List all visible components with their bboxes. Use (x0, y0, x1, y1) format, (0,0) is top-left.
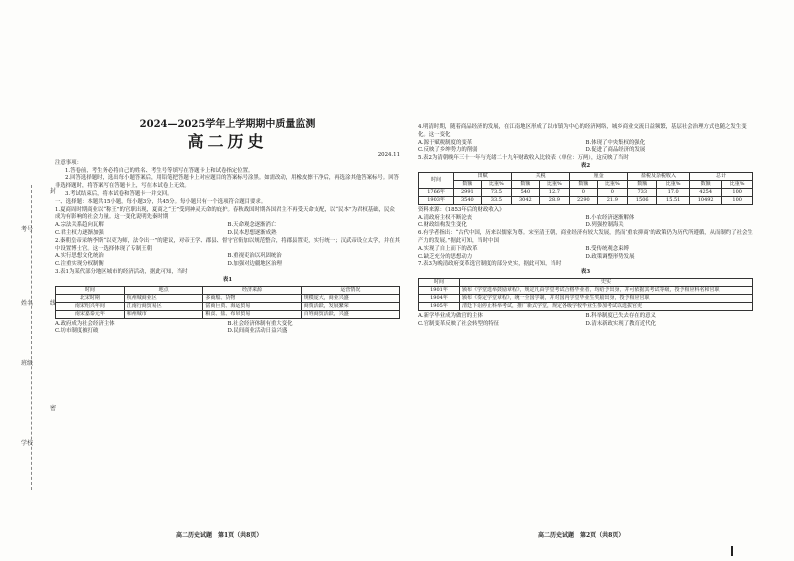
right-page (418, 124, 753, 329)
table-cell: 10492 (690, 196, 722, 204)
page-1-footer: 高二历史试题 第1页（共8页） (176, 532, 263, 539)
table-subheader: 比重% (481, 180, 512, 188)
class-label: 班级 (21, 360, 34, 367)
table-cell: 540 (512, 188, 539, 196)
question-2-options (55, 253, 400, 269)
table-subheader: 比重% (657, 180, 690, 188)
table-cell: 颁布《奏定学堂章程》，统一全国学制，并对国内学堂毕业生奖励出身，授予相应官职 (460, 294, 753, 302)
name-label: 姓名 (21, 300, 34, 307)
table-3 (418, 278, 753, 311)
option: C.反映了乡绅势力的削弱 (418, 147, 478, 154)
option: D.列强控制海关 (585, 222, 624, 229)
table-header: 时间 (419, 172, 454, 188)
exam-no-label: 考号 (21, 226, 34, 233)
table-cell: 1901年 (419, 286, 460, 294)
table-row (419, 294, 753, 302)
table-header: 盐税及杂税收入 (628, 172, 690, 180)
table-row (419, 196, 753, 204)
left-page (55, 96, 400, 336)
table-cell: 733 (628, 188, 657, 196)
table-cell: 商贾活跃，发展繁荣 (301, 302, 399, 310)
question-5-options (418, 215, 753, 231)
table-cell: 21.9 (597, 196, 628, 204)
table-cell: 规模庞大，商业兴盛 (301, 294, 399, 302)
option: C.缺乏充分的思想动力 (418, 253, 473, 260)
table-header: 关税 (512, 172, 570, 180)
table-header: 总计 (690, 172, 753, 180)
table-subheader: 数额 (570, 180, 597, 188)
notice-item: 1.答卷前，考生务必将自己的姓名、考生号等填写在答题卡上和试卷指定位置。 (65, 167, 254, 174)
question-3-options (55, 321, 400, 337)
table-cell: 粮食、盐、布帛贸易 (203, 310, 301, 318)
school-label: 学校 (21, 440, 34, 447)
option: B.科举制度已失去存在的意义 (585, 312, 656, 319)
table-cell: 0 (597, 188, 628, 196)
page-2-footer: 高二历史试题 第2页（共8页） (538, 532, 625, 539)
table-cell: 百姓商贸活跃，兴盛 (301, 310, 399, 318)
table-cell: 100 (722, 188, 753, 196)
option: D.加强对边疆地区治理 (227, 261, 282, 268)
subject-title: 高二历史 (187, 132, 268, 151)
option: B.体现了中央集权的强化 (585, 139, 646, 146)
table-cell: 1506 (628, 196, 657, 204)
question-3: 3.表1为某代部分地区城市的经济活动，据此可知，当时 (55, 268, 188, 275)
option: D.清末新政实现了教育近代化 (585, 320, 657, 327)
table-header: 地点 (124, 286, 203, 294)
option: B.社会经济体制有重大变化 (227, 320, 293, 327)
table-cell: 1903年 (419, 196, 454, 204)
table-2-caption: 表2 (580, 162, 591, 169)
question-7-options (418, 313, 753, 329)
table-subheader: 数额 (454, 180, 481, 188)
table-cell: 0 (570, 188, 597, 196)
table-cell: 100 (722, 196, 753, 204)
table-cell: 2991 (454, 188, 481, 196)
table-row (56, 294, 400, 302)
table-cell: 南宋绍兴年间 (56, 302, 125, 310)
table-subheader: 数额 (690, 180, 722, 188)
table-cell: 12.7 (539, 188, 570, 196)
option: A.新学毕业成为做官的主体 (418, 312, 483, 319)
option: D.民本思想逐渐成熟 (227, 229, 277, 236)
option: A.清政府主权不断沦丧 (418, 214, 473, 221)
scan-mark (731, 546, 733, 556)
table-2 (418, 172, 753, 205)
table-cell: 33.5 (481, 196, 512, 204)
question-4-options (418, 140, 753, 156)
table-1 (55, 286, 400, 319)
table-header: 史实 (460, 278, 753, 286)
table-cell: 3042 (512, 196, 539, 204)
table-cell: 清廷下诏停止科举考试，推广新式学堂，规定各级学校毕业生参加考试以选拔官吏 (460, 302, 753, 310)
question-7: 7.表3为晚清政府变革选官制度的部分史实，据此可知，当时 (418, 261, 562, 268)
table-row (419, 286, 753, 294)
table-cell: 3540 (454, 196, 481, 204)
table-row (56, 302, 400, 310)
seal-mark: 封 (50, 188, 57, 195)
option: A.源于赋税制度的变革 (418, 139, 473, 146)
table-header: 时间 (419, 278, 460, 286)
table-header: 时间 (56, 286, 125, 294)
option: D.政策调整形势发展 (585, 253, 635, 260)
table-cell: 颁布《学堂选举鼓励章程》，规定凡由学堂考试合格毕业者，均给予出身，并可依据其考试等级，授予相应科名和官职 (460, 286, 753, 294)
question-2: 2.秦朝皇帝采纳李斯“以吏为师，法令出一”的建议，对帝王学、郡县、督守官衔加以规范整合，将郡县置吏，实行统一；汉武帝设立太学，并在其中设置博士官。这一选择体现了专制王朝 (55, 237, 400, 252)
line-mark: 线 (50, 300, 57, 307)
option: C.官制变革反映了社会转型的特征 (418, 320, 500, 327)
table-cell: 15.51 (657, 196, 690, 204)
table-cell: 1905年 (419, 302, 460, 310)
table-subheader: 数额 (628, 180, 657, 188)
exam-date: 2024.11 (377, 152, 400, 158)
exam-title: 2024—2025学年上学期期中质量监测 (139, 119, 316, 130)
table-cell: 1904年 (419, 294, 460, 302)
table-cell: 和州城市 (124, 310, 203, 318)
table-cell: 杭州城商业区 (124, 294, 203, 302)
table-cell: 江南行商贸易区 (124, 302, 203, 310)
option: A.实现了自上而下的改革 (418, 245, 478, 252)
question-6-options (418, 246, 753, 262)
option: A.宗法关系趋向瓦解 (55, 222, 104, 229)
table-subheader: 比重% (539, 180, 570, 188)
question-5: 5.表2为清朝晚年三十一年与光绪二十九年财政收入比较表（单位：万两），这反映了当时 (418, 155, 629, 162)
option: B.小农经济逐渐解体 (585, 214, 635, 221)
table-subheader: 数额 (512, 180, 539, 188)
notice-item: 2.回答选择题时，选出每小题答案后，用铅笔把答题卡上对应题目的答案标号涂黑。如需改动，用橡皮擦干净后，再选涂其他答案标号。回答非选择题时，将答案写在答题卡上，写在本试卷上无效。 (55, 175, 399, 190)
table-row (419, 302, 753, 310)
table-cell: 28.9 (539, 196, 570, 204)
table-header: 厘金 (570, 172, 628, 180)
option: C.财政结构发生变化 (418, 222, 467, 229)
option: A.实行思想文化统治 (55, 253, 104, 260)
option: A.政府成为社会经济主体 (55, 320, 115, 327)
notice-item: 3.考试结束后，将本试卷和答题卡一并交回。 (65, 190, 173, 197)
option: D.促进了商品经济的发展 (585, 147, 646, 154)
section-heading: 一、选择题：本题共15小题，每小题3分，共45分。每小题只有一个选项符合题目要求。 (55, 198, 267, 205)
option: B.重视吏治以巩固统治 (227, 253, 282, 260)
option: C.坊市制度被打破 (55, 328, 99, 335)
table-subheader: 比重% (722, 180, 753, 188)
option: B.天命观念逐渐消亡 (227, 222, 277, 229)
question-4: 4.明清时期，随着商品经济的发展，在江南地区形成了以市镇为中心的经济网络，城乡商业交流日益频繁，基层社会治理方式也随之发生变化。这一变化 (418, 124, 747, 138)
notice-heading: 注意事项： (55, 159, 82, 166)
table-row (419, 188, 753, 196)
table-cell: 多商船、货物 (203, 294, 301, 302)
table-cell: 17.0 (657, 188, 690, 196)
option: D.民间商业活动日益兴盛 (227, 328, 288, 335)
table-row (56, 310, 400, 318)
table-2-note: 资料来源：《1853年后的财政收入》 (418, 206, 505, 213)
option: C.注重实现分权制衡 (55, 261, 104, 268)
table-cell: 73.5 (481, 188, 512, 196)
table-subheader: 比重% (597, 180, 628, 188)
question-1: 1.夏商周时期商业以“称王”的官职出现，夏商之“王”受到神灵天命的庇护。春秋战国时期各国君主不再受天命支配，以“民本”为君权基础，民众成为有影响的社会力量。这一变化说明先秦时期 (55, 206, 395, 221)
question-1-options (55, 222, 400, 238)
table-cell: 南宋嘉泰元年 (56, 310, 125, 318)
table-header: 运营情况 (301, 286, 399, 294)
seal2-mark: 密 (50, 405, 57, 412)
table-cell: 4254 (690, 188, 722, 196)
table-header: 田赋 (454, 172, 512, 180)
option: B.受传统观念束缚 (585, 245, 629, 252)
table-3-caption: 表3 (580, 269, 591, 276)
table-1-caption: 表1 (222, 276, 233, 283)
table-cell: 北宋时期 (56, 294, 125, 302)
table-header: 经济来源 (203, 286, 301, 294)
table-cell: 1766年 (419, 188, 454, 196)
table-cell: 富商巨贾、海运贸易 (203, 302, 301, 310)
table-cell: 2290 (570, 196, 597, 204)
question-6: 6.有学者指出：“古代中国，历来以儒家为尊。宋至清王朝，商业经济有较大发展，然而‘重农抑商’的政策仍为历代所遵循，从而制约了社会生产力的发展。”据此可知，当时中国 (418, 230, 753, 244)
option: C.君主权力逐渐加强 (55, 229, 104, 236)
